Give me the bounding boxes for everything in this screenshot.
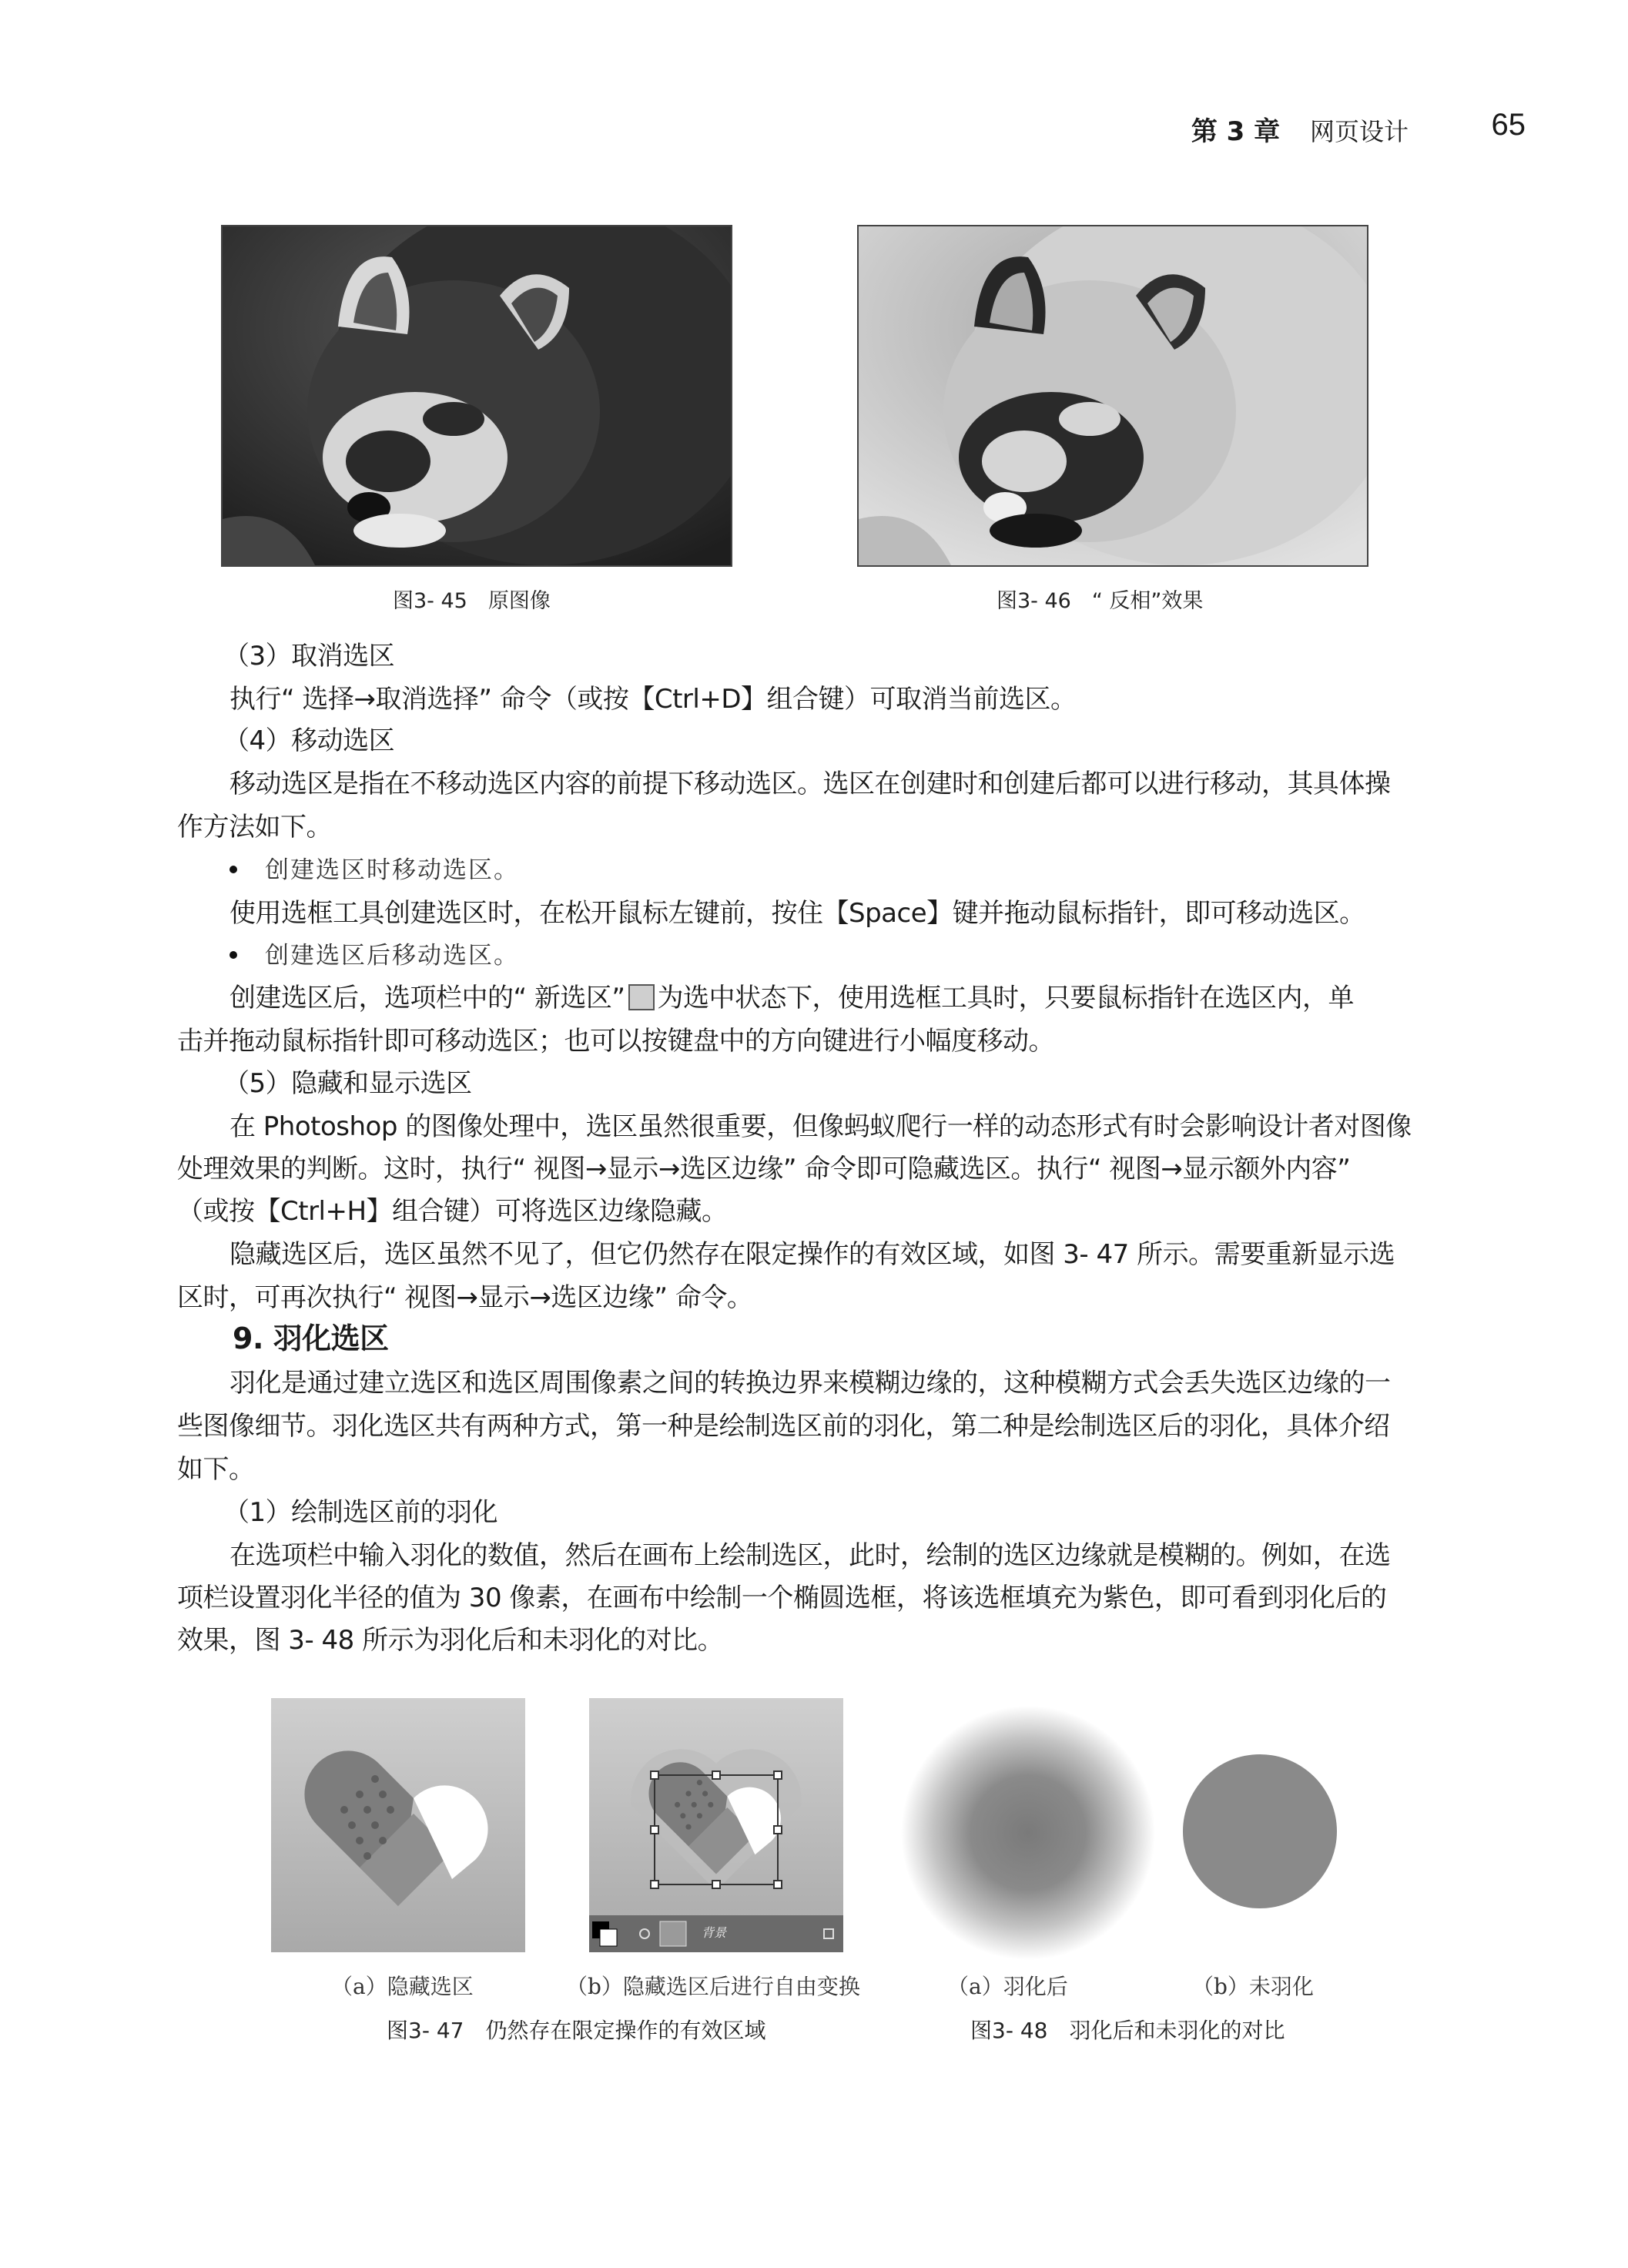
figure-3-47a-subcaption: （a）隐藏选区 bbox=[331, 1974, 474, 1999]
figure-3-47a-hidden-selection bbox=[271, 1698, 525, 1952]
paragraph-feather-line-3: 如下。 bbox=[177, 1454, 255, 1485]
bullet-text: 创建选区时移动选区。 bbox=[265, 856, 519, 884]
heading-cancel-selection: （3）取消选区 bbox=[223, 641, 395, 672]
paragraph-feather-before-line-3: 效果，图 3- 48 所示为羽化后和未羽化的对比。 bbox=[177, 1625, 724, 1656]
paragraph-move-after-line-1 bbox=[229, 983, 1500, 1013]
figure-3-47b-free-transform bbox=[589, 1698, 843, 1952]
feathered-circle bbox=[901, 1706, 1155, 1960]
heading-feather-selection: 9. 羽化选区 bbox=[233, 1322, 389, 1355]
solid-circle bbox=[1183, 1754, 1337, 1908]
heart-bandage-image bbox=[271, 1698, 525, 1952]
new-selection-icon bbox=[628, 984, 655, 1010]
paragraph-feather-before-line-1: 在选项栏中输入羽化的数值，然后在画布上绘制选区，此时，绘制的选区边缘就是模糊的。例如，在选 bbox=[229, 1540, 1391, 1571]
chapter-label: 第 3 章 bbox=[1191, 116, 1281, 147]
paragraph-move-line-2: 作方法如下。 bbox=[177, 812, 332, 843]
figure-3-47b-subcaption: （b）隐藏选区后进行自由变换 bbox=[566, 1974, 860, 1999]
paragraph-move-line-1: 移动选区是指在不移动选区内容的前提下移动选区。选区在创建时和创建后都可以进行移动，其具体操 bbox=[229, 769, 1391, 799]
figure-inverted-image bbox=[857, 225, 1368, 567]
running-header bbox=[1191, 110, 1409, 148]
paragraph-hide-line-3: （或按【Ctrl+H】组合键）可将选区边缘隐藏。 bbox=[177, 1196, 728, 1227]
heading-hide-show-selection: （5）隐藏和显示选区 bbox=[223, 1068, 472, 1099]
paragraph-cancel-selection: 执行“ 选择→取消选择” 命令（或按【Ctrl+D】组合键）可取消当前选区。 bbox=[229, 684, 1077, 715]
figure-3-47-caption: 图3- 47 仍然存在限定操作的有效区域 bbox=[387, 2018, 766, 2043]
figure-3-46-caption: 图3- 46 “ 反相”效果 bbox=[997, 589, 1204, 613]
figure-3-48a-feathered bbox=[901, 1706, 1155, 1960]
paragraph-move-after-line-2: 击并拖动鼠标指针即可移动选区；也可以按键盘中的方向键进行小幅度移动。 bbox=[177, 1026, 1054, 1057]
paragraph-hide-line-5: 区时，可再次执行“ 视图→显示→选区边缘” 命令。 bbox=[177, 1282, 753, 1313]
red-panda-photo bbox=[223, 226, 731, 565]
bullet-dot-icon bbox=[229, 951, 237, 959]
figure-original-image bbox=[221, 225, 732, 567]
section-label: 网页设计 bbox=[1309, 117, 1409, 146]
bullet-dot-icon bbox=[229, 866, 237, 873]
paragraph-hide-line-1: 在 Photoshop 的图像处理中，选区虽然很重要，但像蚂蚁爬行一样的动态形式有时会影响设计者对图像 bbox=[229, 1111, 1412, 1142]
paragraph-feather-line-2: 些图像细节。羽化选区共有两种方式，第一种是绘制选区前的羽化，第二种是绘制选区后的羽化，具体介绍 bbox=[177, 1411, 1390, 1442]
paragraph-hide-line-4: 隐藏选区后，选区虽然不见了，但它仍然存在限定操作的有效区域，如图 3- 47 所示。需要重新显示选 bbox=[229, 1239, 1395, 1270]
heading-move-selection: （4）移动选区 bbox=[223, 725, 395, 756]
heading-feather-before-drawing: （1）绘制选区前的羽化 bbox=[223, 1497, 498, 1528]
figure-3-48b-not-feathered bbox=[1183, 1754, 1337, 1908]
layer-name-label: 背景 bbox=[702, 1925, 727, 1940]
bullet-move-while-creating bbox=[229, 855, 1500, 886]
figure-3-45-caption: 图3- 45 原图像 bbox=[393, 589, 551, 613]
paragraph-feather-line-1: 羽化是通过建立选区和选区周围像素之间的转换边界来模糊边缘的，这种模糊方式会丢失选区边缘的一 bbox=[229, 1368, 1391, 1399]
figure-3-48b-subcaption: （b）未羽化 bbox=[1192, 1974, 1314, 1999]
paragraph-feather-before-line-2: 项栏设置羽化半径的值为 30 像素，在画布中绘制一个椭圆选框，将该选框填充为紫色，即可看到羽化后的 bbox=[177, 1583, 1387, 1613]
text-segment: 创建选区后，选项栏中的“ 新选区” bbox=[229, 983, 625, 1013]
page-number: 65 bbox=[1491, 108, 1526, 142]
bullet-move-after-creating bbox=[229, 940, 1500, 971]
heart-transform-image bbox=[589, 1698, 843, 1952]
paragraph-hide-line-2: 处理效果的判断。这时，执行“ 视图→显示→选区边缘” 命令即可隐藏选区。执行“ 视图→显示额外内容” bbox=[177, 1154, 1351, 1184]
figure-3-48a-subcaption: （a）羽化后 bbox=[947, 1974, 1068, 1999]
figure-3-48-caption: 图3- 48 羽化后和未羽化的对比 bbox=[970, 2018, 1285, 2043]
paragraph-move-while-creating: 使用选框工具创建选区时，在松开鼠标左键前，按住【Space】键并拖动鼠标指针，即可移动选区。 bbox=[229, 898, 1365, 929]
text-segment: 为选中状态下，使用选框工具时，只要鼠标指针在选区内，单 bbox=[657, 983, 1355, 1013]
bullet-text: 创建选区后移动选区。 bbox=[265, 942, 519, 970]
red-panda-inverted-photo bbox=[859, 226, 1367, 565]
